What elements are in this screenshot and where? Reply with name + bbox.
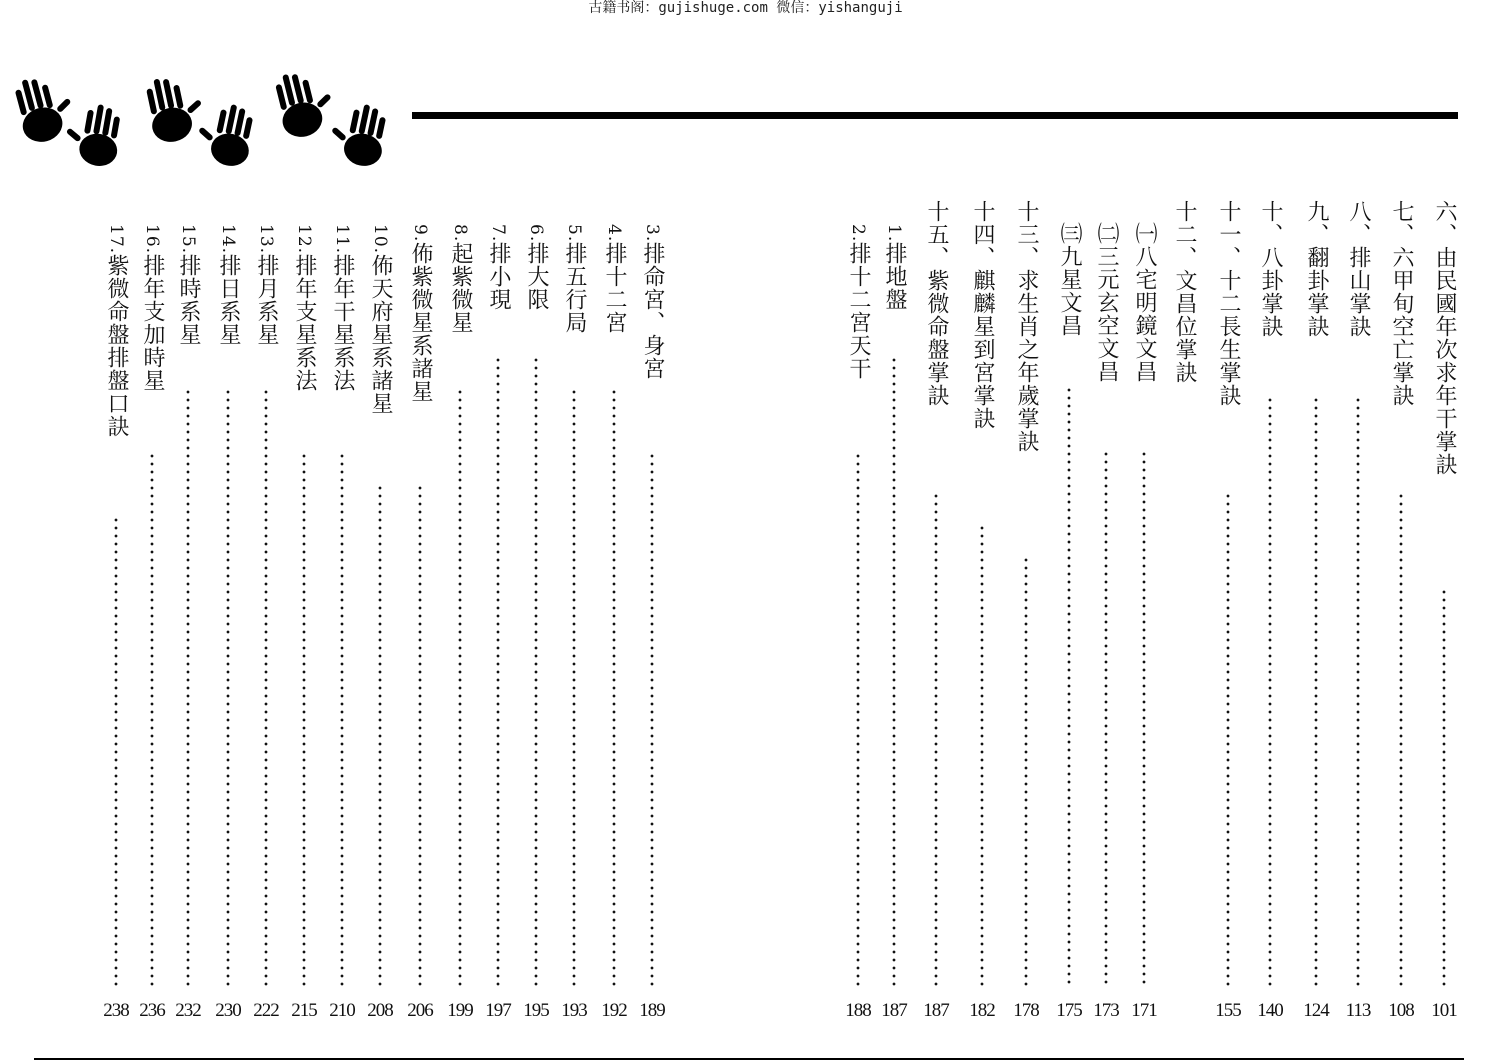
dot-leader	[1066, 386, 1072, 986]
dot-leader	[301, 452, 307, 986]
toc-page-number: 195	[523, 1000, 549, 1021]
toc-entry[interactable]	[920, 200, 952, 1021]
toc-page-number: 193	[561, 1000, 587, 1021]
toc-page-number: 238	[103, 1000, 129, 1021]
toc-page-number: 222	[253, 1000, 279, 1021]
toc-entry-title: 十四、麒麟星到宮掌訣	[970, 200, 995, 430]
toc-entry-title: 2.排十二宮天干	[846, 224, 871, 381]
dot-leader	[1267, 396, 1273, 986]
dot-leader	[225, 388, 231, 986]
toc-entry[interactable]	[326, 200, 358, 1021]
dot-leader	[1398, 492, 1404, 986]
dot-leader	[263, 388, 269, 986]
dot-leader	[113, 516, 119, 986]
toc-page-number: 113	[1345, 1000, 1371, 1021]
toc-entry[interactable]	[598, 200, 630, 1021]
toc-entry-title: 7.排小現	[486, 224, 511, 312]
toc-entry[interactable]	[558, 200, 590, 1021]
toc-entry-title: 12.排年支星系法	[292, 224, 317, 393]
toc-entry[interactable]	[172, 200, 204, 1021]
watermark-text: 古籍书阁：gujishuge.com 微信：yishanguji	[588, 0, 903, 16]
toc-entry-title: 十五、紫微命盤掌訣	[924, 200, 949, 407]
toc-page-number: 124	[1303, 1000, 1329, 1021]
dot-leader	[979, 524, 985, 986]
toc-entry[interactable]	[636, 200, 668, 1021]
toc-entry[interactable]	[364, 200, 396, 1021]
dot-leader	[1103, 450, 1109, 986]
dot-leader	[457, 388, 463, 986]
toc-entry[interactable]	[444, 200, 476, 1021]
toc-entry-title: ㈠八宅明鏡文昌	[1132, 222, 1157, 383]
toc-entry[interactable]	[1428, 200, 1460, 1021]
toc-entry-title: 七、六甲旬空亡掌訣	[1389, 200, 1414, 407]
dot-leader	[533, 356, 539, 986]
toc-entry-title: 13.排月系星	[254, 224, 279, 347]
toc-entry[interactable]	[1385, 200, 1417, 1021]
toc-entry-title: 八、排山掌訣	[1346, 200, 1371, 338]
toc-entry-title: 十一、十二長生掌訣	[1216, 200, 1241, 407]
toc-page-number: 197	[485, 1000, 511, 1021]
dot-leader	[1225, 492, 1231, 986]
dot-leader	[891, 356, 897, 986]
toc-entry[interactable]	[1300, 200, 1332, 1021]
dot-leader	[1023, 556, 1029, 986]
toc-page-number: 210	[329, 1000, 355, 1021]
dot-leader	[339, 452, 345, 986]
toc-entry[interactable]	[250, 200, 282, 1021]
toc-entry[interactable]	[482, 200, 514, 1021]
dot-leader	[417, 484, 423, 986]
toc-entry-title: 十、八卦掌訣	[1258, 200, 1283, 338]
dot-leader	[611, 388, 617, 986]
toc-entry[interactable]	[212, 200, 244, 1021]
dot-leader	[933, 492, 939, 986]
dot-leader	[855, 452, 861, 986]
toc-entry-title: 九、翻卦掌訣	[1304, 200, 1329, 338]
toc-entry[interactable]	[1053, 200, 1085, 1021]
toc-page-number: 232	[175, 1000, 201, 1021]
toc-entry-title: 8.起紫微星	[448, 224, 473, 335]
toc-entry-title: 16.排年支加時星	[140, 224, 165, 393]
toc-entry[interactable]	[842, 200, 874, 1021]
toc-entry-title: 9.佈紫微星系諸星	[408, 224, 433, 404]
toc-entry-title: 17.紫微命盤排盤口訣	[104, 224, 129, 439]
dot-leader	[1141, 450, 1147, 986]
toc-entry[interactable]	[288, 200, 320, 1021]
toc-page-number: 230	[215, 1000, 241, 1021]
toc-entry-title: 5.排五行局	[562, 224, 587, 335]
toc-entry[interactable]	[1128, 200, 1160, 1021]
dot-leader	[377, 484, 383, 986]
toc-page-number: 140	[1257, 1000, 1283, 1021]
dot-leader	[185, 388, 191, 986]
toc-entry-title: 14.排日系星	[216, 224, 241, 347]
toc-page-number: 236	[139, 1000, 165, 1021]
toc-entry[interactable]	[878, 200, 910, 1021]
toc-entry-title: ㈡三元玄空文昌	[1094, 222, 1119, 383]
toc-entry-title: 十三、求生肖之年歲掌訣	[1014, 200, 1039, 453]
dot-leader	[571, 388, 577, 986]
toc-page-number: 188	[845, 1000, 871, 1021]
toc-page-number: 182	[969, 1000, 995, 1021]
toc-page-number: 215	[291, 1000, 317, 1021]
toc-page-number: 108	[1388, 1000, 1414, 1021]
toc-entry-title: 6.排大限	[524, 224, 549, 312]
dot-leader	[1313, 396, 1319, 986]
toc-entry-title: ㈢九星文昌	[1057, 222, 1082, 337]
toc-entry[interactable]	[1342, 200, 1374, 1021]
toc-page-number: 155	[1215, 1000, 1241, 1021]
toc-entry[interactable]	[1090, 200, 1122, 1021]
toc-page-number: 187	[881, 1000, 907, 1021]
toc-page-number: 206	[407, 1000, 433, 1021]
toc-page-number: 175	[1056, 1000, 1082, 1021]
toc-page-number: 192	[601, 1000, 627, 1021]
toc-page-number: 208	[367, 1000, 393, 1021]
toc-entry[interactable]	[1010, 200, 1042, 1021]
toc-page-number: 187	[923, 1000, 949, 1021]
dot-leader	[649, 452, 655, 986]
toc-page-number: 173	[1093, 1000, 1119, 1021]
toc-page-number: 178	[1013, 1000, 1039, 1021]
toc-page-number: 199	[447, 1000, 473, 1021]
toc-entry-title: 15.排時系星	[176, 224, 201, 347]
bottom-rule	[34, 1058, 1464, 1060]
toc-page-number: 101	[1431, 1000, 1457, 1021]
toc-entry-title: 10.佈天府星系諸星	[368, 224, 393, 416]
toc-entry[interactable]	[966, 200, 998, 1021]
toc-entry[interactable]	[1212, 200, 1244, 1021]
toc-entry[interactable]	[520, 200, 552, 1021]
toc-entry[interactable]	[100, 200, 132, 1021]
dot-leader	[149, 452, 155, 986]
dot-leader	[1441, 588, 1447, 986]
toc-page-number: 189	[639, 1000, 665, 1021]
toc-entry-title: 4.排十二宮	[602, 224, 627, 335]
toc-entry-title: 3.排命宮、身宮	[640, 224, 665, 381]
dot-leader	[1355, 396, 1361, 986]
toc-entry-title: 十二、文昌位掌訣	[1172, 200, 1197, 384]
toc-entry[interactable]	[1254, 200, 1286, 1021]
toc-entry[interactable]	[404, 200, 436, 1021]
toc-entry[interactable]	[136, 200, 168, 1021]
toc-page-number: 171	[1131, 1000, 1157, 1021]
toc-entry[interactable]	[1168, 200, 1200, 384]
toc-entry-title: 1.排地盤	[882, 224, 907, 312]
toc-entry-title: 11.排年干星系法	[330, 224, 355, 393]
dot-leader	[495, 356, 501, 986]
toc-entry-title: 六、由民國年次求年干掌訣	[1432, 200, 1457, 476]
